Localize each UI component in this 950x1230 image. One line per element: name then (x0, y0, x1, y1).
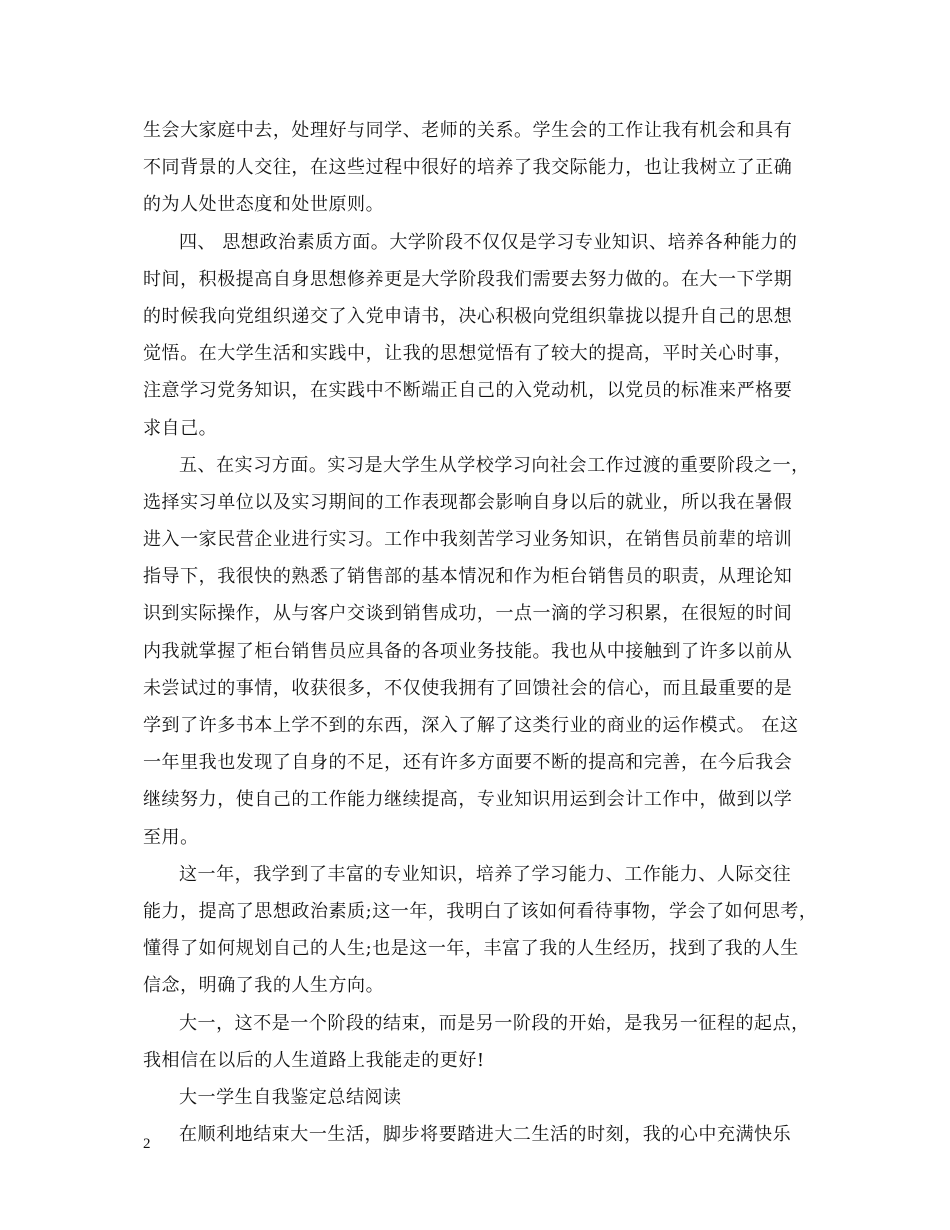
text-line: 时间，积极提高自身思想修养更是大学阶段我们需要去努力做的。在大一下学期 (143, 268, 793, 290)
text-line: 大一学生自我鉴定总结阅读 (179, 1086, 402, 1108)
text-line: 求自己。 (143, 417, 218, 439)
text-line: 懂得了如何规划自己的人生;也是这一年，丰富了我的人生经历，找到了我的人生 (143, 938, 799, 960)
text-line: 一年里我也发现了自身的不足，还有许多方面要不断的提高和完善，在今后我会 (143, 752, 793, 774)
text-line: 继续努力，使自己的工作能力继续提高，专业知识用运到会计工作中，做到以学 (143, 789, 793, 811)
body-text (143, 112, 825, 1153)
text-line: 学到了许多书本上学不到的东西，深入了解了这类行业的商业的运作模式。 在这 (143, 715, 799, 736)
text-line: 的为人处世态度和处世原则。 (143, 194, 385, 216)
text-line: 这一年，我学到了丰富的专业知识，培养了学习能力、工作能力、人际交往 (179, 863, 792, 885)
text-line: 信念，明确了我的人生方向。 (143, 975, 385, 997)
text-line: 大一，这不是一个阶段的结束，而是另一阶段的开始，是我另一征程的起点， (179, 1012, 810, 1034)
text-line: 我相信在以后的人生道路上我能走的更好! (143, 1049, 485, 1071)
text-line: 生会大家庭中去，处理好与同学、老师的关系。学生会的工作让我有机会和具有 (143, 120, 793, 141)
text-line: 指导下，我很快的熟悉了销售部的基本情况和作为柜台销售员的职责，从理论知 (143, 566, 793, 588)
text-line: 觉悟。在大学生活和实践中，让我的思想觉悟有了较大的提高，平时关心时事， (143, 343, 793, 365)
text-line: 进入一家民营企业进行实习。工作中我刻苦学习业务知识，在销售员前辈的培训 (143, 529, 793, 551)
text-line: 在顺利地结束大一生活，脚步将要踏进大二生活的时刻，我的心中充满快乐 (179, 1124, 792, 1146)
text-line: 注意学习党务知识，在实践中不断端正自己的入党动机，以党员的标准来严格要 (143, 380, 793, 402)
text-line: 的时候我向党组织递交了入党申请书，决心积极向党组织靠拢以提升自己的思想 (143, 305, 793, 327)
text-line: 选择实习单位以及实习期间的工作表现都会影响自身以后的就业，所以我在暑假 (143, 491, 793, 513)
text-line: 四、 思想政治素质方面。大学阶段不仅仅是学习专业知识、培养各种能力的 (179, 231, 798, 253)
text-line: 五、在实习方面。实习是大学生从学校学习向社会工作过渡的重要阶段之一， (179, 454, 810, 476)
text-line: 未尝试过的事情，收获很多，不仅使我拥有了回馈社会的信心，而且最重要的是 (143, 677, 793, 699)
text-line: 内我就掌握了柜台销售员应具备的各项业务技能。我也从中接触到了许多以前从 (143, 640, 793, 662)
page-number: 2 (143, 1136, 151, 1152)
text-line: 不同背景的人交往，在这些过程中很好的培养了我交际能力，也让我树立了正确 (143, 157, 793, 179)
text-line: 至用。 (143, 826, 199, 848)
text-line: 识到实际操作，从与客户交谈到销售成功，一点一滴的学习积累，在很短的时间 (143, 603, 793, 625)
text-line: 能力，提高了思想政治素质;这一年，我明白了该如何看待事物，学会了如何思考， (143, 900, 818, 922)
